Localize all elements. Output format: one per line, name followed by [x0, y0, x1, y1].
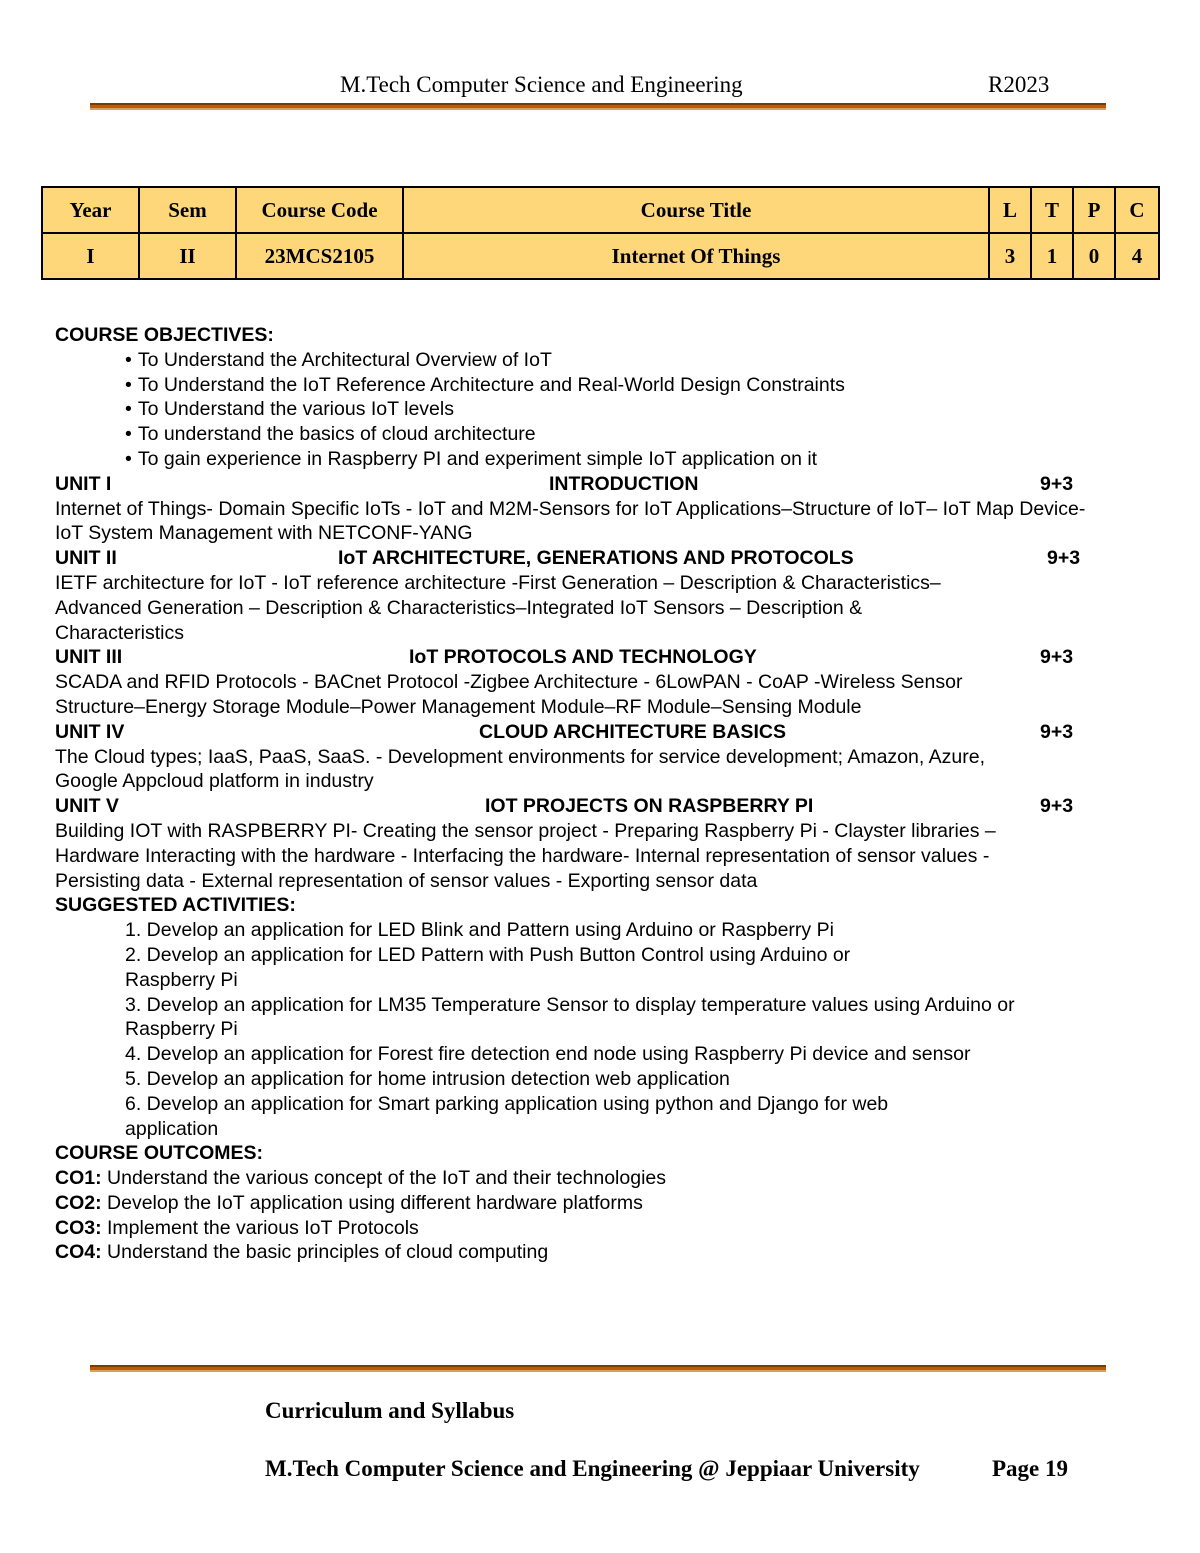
- unit-title: IoT PROTOCOLS AND TECHNOLOGY: [409, 646, 757, 669]
- footer-rule: [90, 1365, 1106, 1372]
- outcome-text: Understand the basic principles of cloud computing: [101, 1241, 549, 1264]
- unit-label: UNIT III: [55, 646, 123, 669]
- unit-hours: 9+3: [1047, 547, 1081, 570]
- outcome-code: CO1:: [55, 1167, 102, 1190]
- unit-1-body: Internet of Things- Domain Specific IoTs - IoT and M2M-Sensors for IoT Applications–Structure of IoT– IoT Map Device- IoT System Management with NETCONF-YANG: [55, 497, 1086, 545]
- list-item: 1. Develop an application for LED Blink and Pattern using Arduino or Raspberry Pi: [125, 919, 834, 942]
- outcome-text: Implement the various IoT Protocols: [101, 1216, 419, 1239]
- list-item: 6. Develop an application for Smart parking application using python and Django for web application: [125, 1092, 889, 1140]
- header-l: L: [989, 187, 1031, 233]
- unit-label: UNIT V: [55, 795, 119, 818]
- header-rule: [90, 103, 1106, 110]
- cell-l: 3: [989, 233, 1031, 279]
- header-sem: Sem: [139, 187, 236, 233]
- unit-1-heading: [55, 472, 1115, 497]
- unit-2-body: IETF architecture for IoT - IoT reference architecture -First Generation – Description & Characteristics–Advanced Generation – Description & Characteristics–Integrated IoT Sensors – Description & Characteristics: [55, 571, 941, 644]
- unit-4-body: The Cloud types; IaaS, PaaS, SaaS. - Development environments for service development; Amazon, Azure, Google Appcloud platform in industry: [55, 745, 985, 793]
- footer-program-label: M.Tech Computer Science and Engineering @ Jeppiaar University: [265, 1456, 920, 1481]
- document-header-title: M.Tech Computer Science and Engineering: [340, 72, 743, 97]
- unit-5-body: Building IOT with RASPBERRY PI- Creating the sensor project - Preparing Raspberry Pi - Clayster libraries – Hardware Interacting with the hardware - Interfacing the hardware- Internal representation of sensor values - Persisting data - External representation of sensor values - Exporting sensor data: [55, 819, 996, 892]
- unit-hours: 9+3: [1040, 472, 1074, 495]
- table-header-row: [42, 187, 1159, 233]
- activities-heading: SUGGESTED ACTIVITIES:: [55, 894, 296, 917]
- header-t: T: [1031, 187, 1073, 233]
- header-year: Year: [42, 187, 139, 233]
- unit-hours: 9+3: [1040, 646, 1074, 669]
- list-item: • To Understand the IoT Reference Architecture and Real-World Design Constraints: [125, 373, 1115, 398]
- header-course-title: Course Title: [403, 187, 989, 233]
- unit-label: UNIT IV: [55, 720, 125, 743]
- cell-year: I: [42, 233, 139, 279]
- course-info-table: [41, 186, 1160, 280]
- unit-title: CLOUD ARCHITECTURE BASICS: [479, 720, 786, 743]
- outcome-code: CO3:: [55, 1216, 102, 1239]
- regulation-label: R2023: [988, 72, 1050, 97]
- list-item: 2. Develop an application for LED Pattern with Push Button Control using Arduino or Raspberry Pi: [125, 943, 851, 991]
- outcome-item: [55, 1216, 1115, 1241]
- outcome-text: Develop the IoT application using different hardware platforms: [101, 1191, 643, 1214]
- unit-label: UNIT II: [55, 547, 117, 570]
- outcomes-heading: COURSE OUTCOMES:: [55, 1142, 264, 1165]
- unit-hours: 9+3: [1040, 795, 1074, 818]
- list-item: 5. Develop an application for home intrusion detection web application: [125, 1067, 730, 1090]
- list-item: • To Understand the Architectural Overview of IoT: [125, 348, 1115, 373]
- unit-title: IOT PROJECTS ON RASPBERRY PI: [485, 795, 814, 818]
- cell-sem: II: [139, 233, 236, 279]
- syllabus-content: [55, 323, 1115, 1265]
- objectives-list: [55, 348, 1115, 472]
- list-item: 4. Develop an application for Forest fire detection end node using Raspberry Pi device and sensor: [125, 1043, 971, 1066]
- outcome-code: CO4:: [55, 1241, 102, 1264]
- unit-5-heading: [55, 794, 1115, 819]
- outcome-item: [55, 1191, 1115, 1216]
- unit-3-body: SCADA and RFID Protocols - BACnet Protocol -Zigbee Architecture - 6LowPAN - CoAP -Wireless Sensor Structure–Energy Storage Module–Power Management Module–RF Module–Sensing Module: [55, 671, 963, 718]
- outcome-text: Understand the various concept of the IoT and their technologies: [101, 1167, 667, 1190]
- outcome-code: CO2:: [55, 1191, 102, 1214]
- unit-4-heading: [55, 720, 1115, 745]
- list-item: • To Understand the various IoT levels: [125, 397, 1115, 422]
- unit-3-heading: [55, 645, 1115, 670]
- list-item: • To gain experience in Raspberry PI and experiment simple IoT application on it: [125, 447, 1115, 472]
- cell-course-code: 23MCS2105: [236, 233, 403, 279]
- cell-c: 4: [1115, 233, 1159, 279]
- list-item: • To understand the basics of cloud architecture: [125, 422, 1115, 447]
- objectives-heading: COURSE OBJECTIVES:: [55, 324, 274, 346]
- header-p: P: [1073, 187, 1115, 233]
- table-row: [42, 233, 1159, 279]
- unit-title: IoT ARCHITECTURE, GENERATIONS AND PROTOCOLS: [338, 547, 854, 570]
- list-item: 3. Develop an application for LM35 Temperature Sensor to display temperature values using Arduino or Raspberry Pi: [125, 993, 1015, 1041]
- unit-title: INTRODUCTION: [549, 472, 699, 495]
- cell-t: 1: [1031, 233, 1073, 279]
- cell-course-title: Internet Of Things: [403, 233, 989, 279]
- unit-label: UNIT I: [55, 472, 112, 495]
- header-c: C: [1115, 187, 1159, 233]
- footer-curriculum-label: Curriculum and Syllabus: [265, 1398, 515, 1423]
- outcome-item: [55, 1166, 1115, 1191]
- outcome-item: [55, 1240, 1115, 1265]
- page-number: Page 19: [992, 1456, 1069, 1481]
- cell-p: 0: [1073, 233, 1115, 279]
- unit-hours: 9+3: [1040, 720, 1074, 743]
- unit-2-heading: [55, 546, 1115, 571]
- activities-list: [55, 918, 1115, 1141]
- header-course-code: Course Code: [236, 187, 403, 233]
